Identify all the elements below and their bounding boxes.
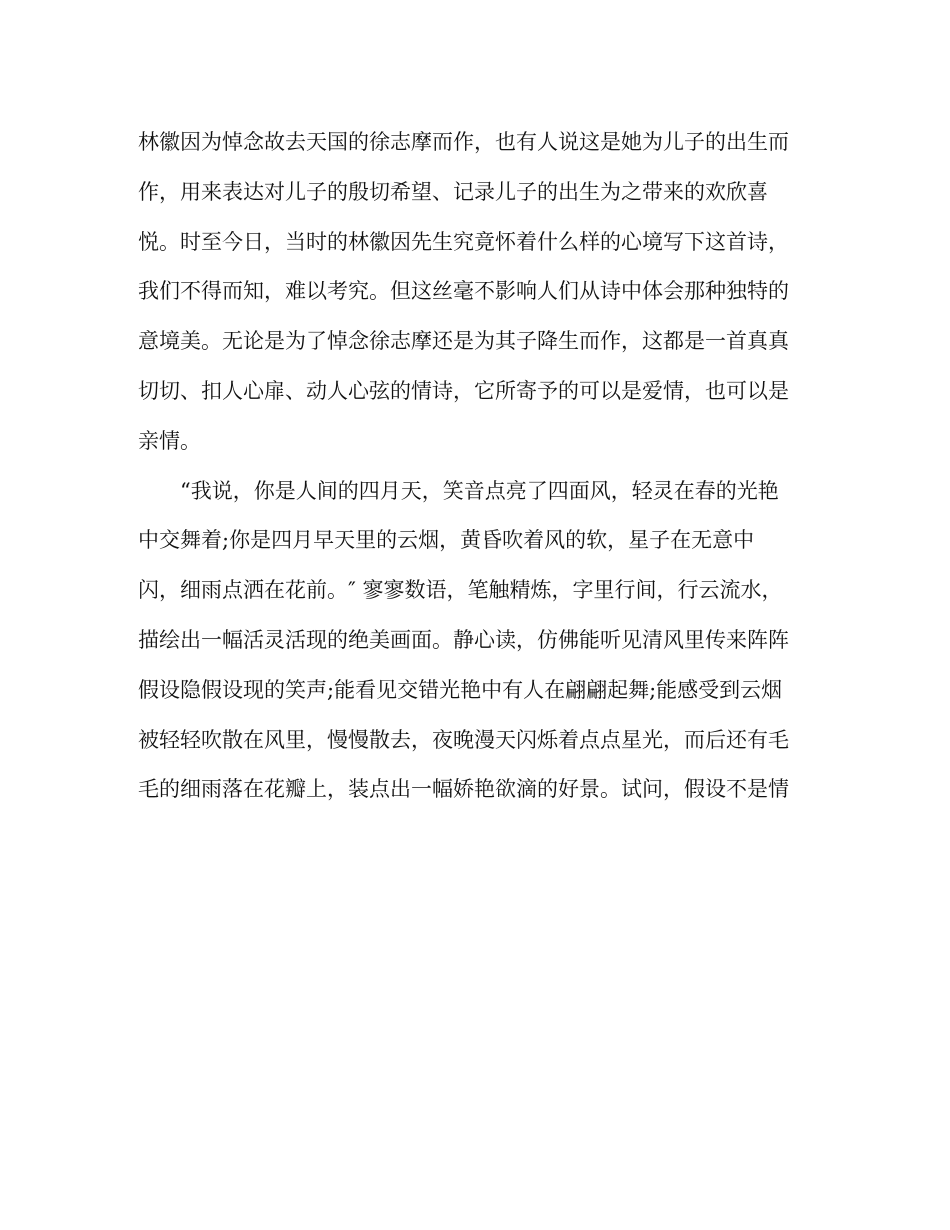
document-body [138, 118, 818, 815]
text-line: 作，用来表达对儿子的殷切希望、记录儿子的出生为之带来的欢欣喜 [138, 179, 768, 204]
paragraph-first-line: “我说，你是人间的四月天，笑音点亮了四面风，轻灵在春的光艳 [180, 478, 779, 503]
text-line: 意境美。无论是为了悼念徐志摩还是为其子降生而作，这都是一首真真 [138, 329, 789, 354]
text-line: 切切、扣人心扉、动人心弦的情诗，它所寄予的可以是爱情，也可以是 [138, 378, 789, 403]
text-line: 闪，细雨点洒在花前。″ 寥寥数语，笔触精炼，字里行间，行云流水， [138, 578, 783, 603]
text-line: 中交舞着;你是四月早天里的云烟，黄昏吹着风的软，星子在无意中 [138, 528, 755, 553]
text-line: 亲情。 [138, 428, 201, 453]
text-line: 我们不得而知，难以考究。但这丝毫不影响人们从诗中体会那种独特的 [138, 279, 789, 304]
text-line: 被轻轻吹散在风里，慢慢散去，夜晚漫天闪烁着点点星光，而后还有毛 [138, 727, 789, 752]
text-line: 悦。时至今日，当时的林徽因先生究竟怀着什么样的心境写下这首诗， [138, 229, 789, 254]
text-line: 林徽因为悼念故去天国的徐志摩而作，也有人说这是她为儿子的出生而 [138, 130, 789, 154]
text-line: 毛的细雨落在花瓣上，装点出一幅娇艳欲滴的好景。试问，假设不是情 [138, 777, 789, 802]
text-line: 描绘出一幅活灵活现的绝美画面。静心读，仿佛能听见清风里传来阵阵 [138, 627, 789, 652]
text-line: 假设隐假设现的笑声;能看见交错光艳中有人在翩翩起舞;能感受到云烟 [138, 677, 783, 702]
